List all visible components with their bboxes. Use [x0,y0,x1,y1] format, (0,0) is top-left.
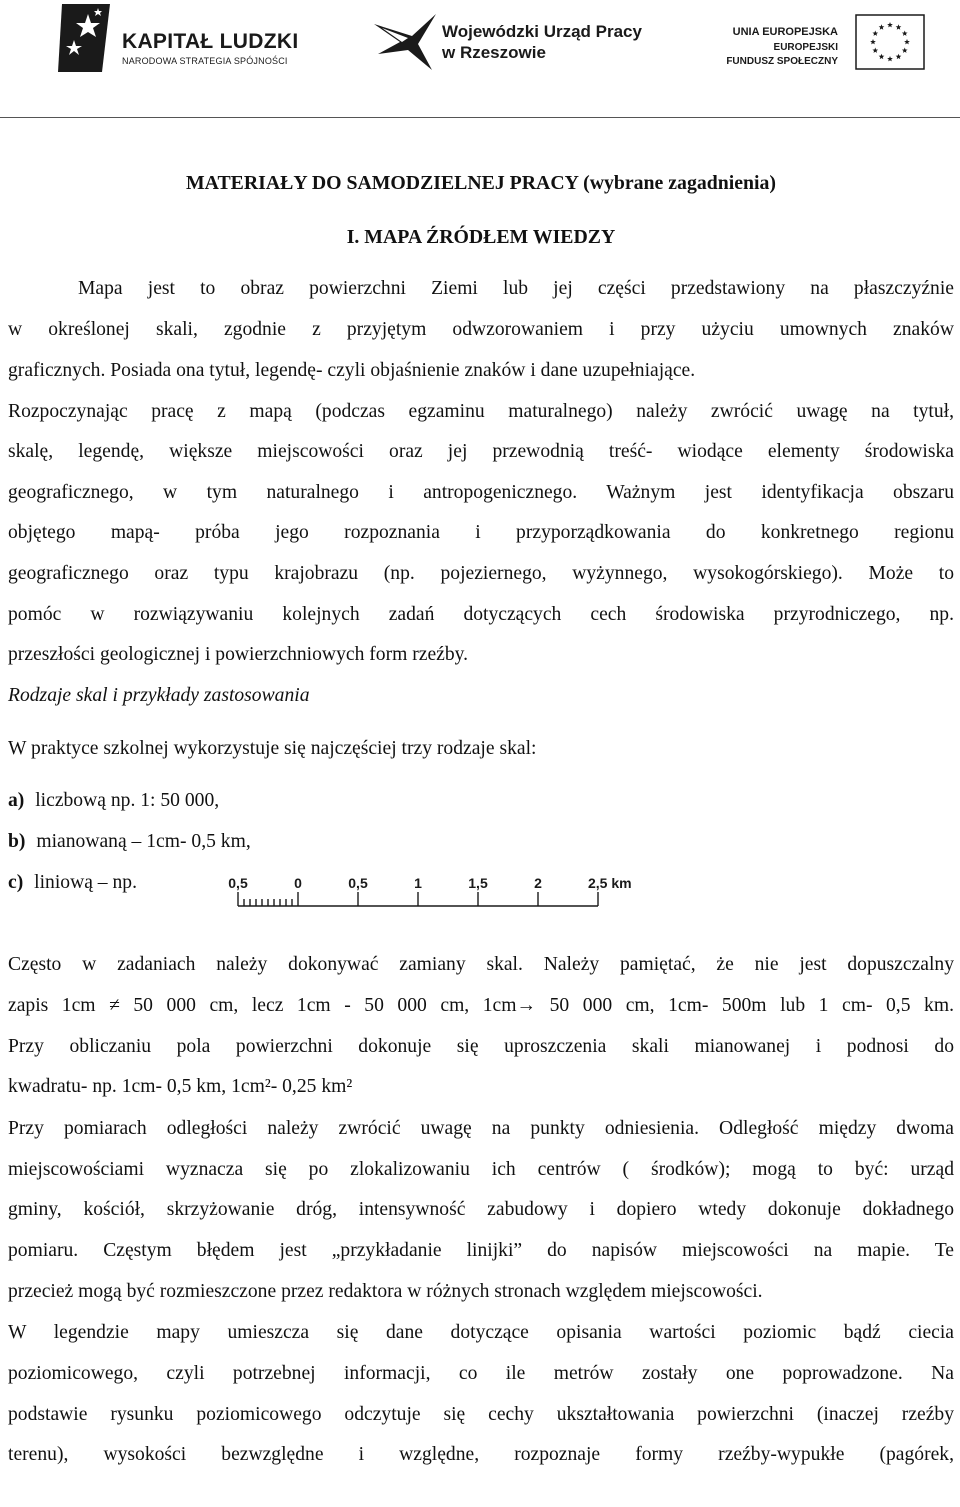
subheading: Rodzaje skal i przykłady zastosowania [8,685,310,706]
kapital-ludzki-logo [58,4,318,72]
scale-tick-label: 0,5 [348,875,368,891]
p5-line: podstawie rysunku poziomicowego odczytuje się cechy ukształtowania powierzchni (inaczej rzeźby [8,1404,954,1425]
scale-tick-label: 0,5 [228,875,248,891]
p5-line: poziomicowego, czyli potrzebnej informacji, co ile metrów zostały one poprowadzone. Na [8,1363,954,1384]
list-text: liczbową np. 1: 50 000, [35,790,220,811]
eu-name-line2: EUROPEJSKI [773,42,838,53]
list-label: c) [8,872,24,893]
wup-name-line1: Wojewódzki Urząd Pracy [442,22,642,41]
p4-line: przecież mogą być rozmieszczone przez redaktora w różnych stronach względem miejscowości. [8,1281,763,1302]
eu-name-line1: UNIA EUROPEJSKA [732,26,838,38]
list-text: mianowaną – 1cm- 0,5 km, [36,831,251,852]
p2-line: przeszłości geologicznej i powierzchniowych form rzeźby. [8,644,469,665]
kapital-ludzki-name: KAPITAŁ LUDZKI [122,30,299,53]
p1-line: Mapa jest to obraz powierzchni Ziemi lub jej części przedstawiony na płaszczyźnie [78,278,954,299]
p5-line: terenu), wysokości bezwzględne i względne, rozpoznaje formy rzeźby-wypukłe (pagórek, [8,1444,954,1465]
scale-tick-label: 0 [294,875,302,891]
p4-line: miejscowościami wyznacza się po zlokalizowaniu ich centrów ( środków); mogą to być: urząd [8,1159,954,1180]
p2-line: skalę, legendę, większe miejscowości oraz jej przewodnią treść- wiodące elementy środowiska [8,441,954,462]
list-item [8,789,954,815]
list-label: b) [8,831,26,852]
eu-name-line3: FUNDUSZ SPOŁECZNY [726,56,838,67]
page-header [0,0,960,118]
p3-line: Przy obliczaniu pola powierzchni dokonuje się uproszczenia skali mianowanej i podnosi do [8,1036,954,1057]
kapital-ludzki-emblem-icon [58,4,116,72]
p1-line: graficznych. Posiada ona tytuł, legendę- czyli objaśnienie znaków i dane uzupełniające. [8,360,696,381]
p3-line: zapis 1cm ≠ 50 000 cm, lecz 1cm - 50 000 cm, 1cm→ 50 000 cm, 1cm- 500m lub 1 cm- 0,5 km. [8,995,954,1016]
p2-line: objętego mapą- próba jego rozpoznania i przyporządkowania do konkretnego regionu [8,522,954,543]
list-label: a) [8,790,25,811]
p3-line: Często w zadaniach należy dokonywać zamiany skal. Należy pamiętać, że nie jest dopuszczalny [8,954,954,975]
list-item [8,830,954,856]
p2-line: geograficznego, w tym naturalnego i antropogenicznego. Ważnym jest identyfikacja obszaru [8,482,954,503]
kapital-ludzki-subtitle: NARODOWA STRATEGIA SPÓJNOŚCI [122,56,288,66]
header-divider [0,117,960,118]
eu-esf-logo [726,14,930,74]
scale-tick-label: 1,5 [468,875,488,891]
document-title: MATERIAŁY DO SAMODZIELNEJ PRACY (wybrane zagadnienia) [186,172,776,194]
intro-line: W praktyce szkolnej wykorzystuje się najczęściej trzy rodzaje skal: [8,738,537,759]
list-text: liniową – np. [34,872,137,893]
p2-line: geograficznego oraz typu krajobrazu (np. pojeziernego, wyżynnego, wysokogórskiego). Może to [8,563,954,584]
p4-line: pomiaru. Częstym błędem jest „przykładanie linijki” do napisów miejscowości na mapie. Te [8,1240,954,1261]
wup-name-line2: w Rzeszowie [442,43,546,62]
scale-tick-label: 1 [414,875,422,891]
section-title: I. MAPA ŹRÓDŁEM WIEDZY [346,226,616,248]
p2-line: Rozpoczynając pracę z mapą (podczas egzaminu maturalnego) należy zwrócić uwagę na tytuł, [8,401,954,422]
p1-line: w określonej skali, zgodnie z przyjętym odwzorowaniem i przy użyciu umownych znaków [8,319,954,340]
linear-scale-bar [218,870,648,914]
p4-line: Przy pomiarach odległości należy zwrócić uwagę na punkty odniesienia. Odległość między dwoma [8,1118,954,1139]
p2-line: pomóc w rozwiązywaniu kolejnych zadań dotyczących cech środowiska przyrodniczego, np. [8,604,954,625]
p3-line: kwadratu- np. 1cm- 0,5 km, 1cm²- 0,25 km² [8,1076,353,1097]
wup-bird-icon [372,10,440,72]
eu-flag-icon [855,14,925,70]
p4-line: gminy, kościół, skrzyżowanie dróg, intensywność zabudowy i dopiero wtedy dokonuje dokładnego [8,1199,954,1220]
wup-rzeszow-logo [372,10,672,72]
p5-line: W legendzie mapy umieszcza się dane dotyczące opisania wartości poziomic bądź ciecia [8,1322,954,1343]
scale-tick-label: 2 [534,875,542,891]
scale-tick-label: 2,5 km [588,875,632,891]
